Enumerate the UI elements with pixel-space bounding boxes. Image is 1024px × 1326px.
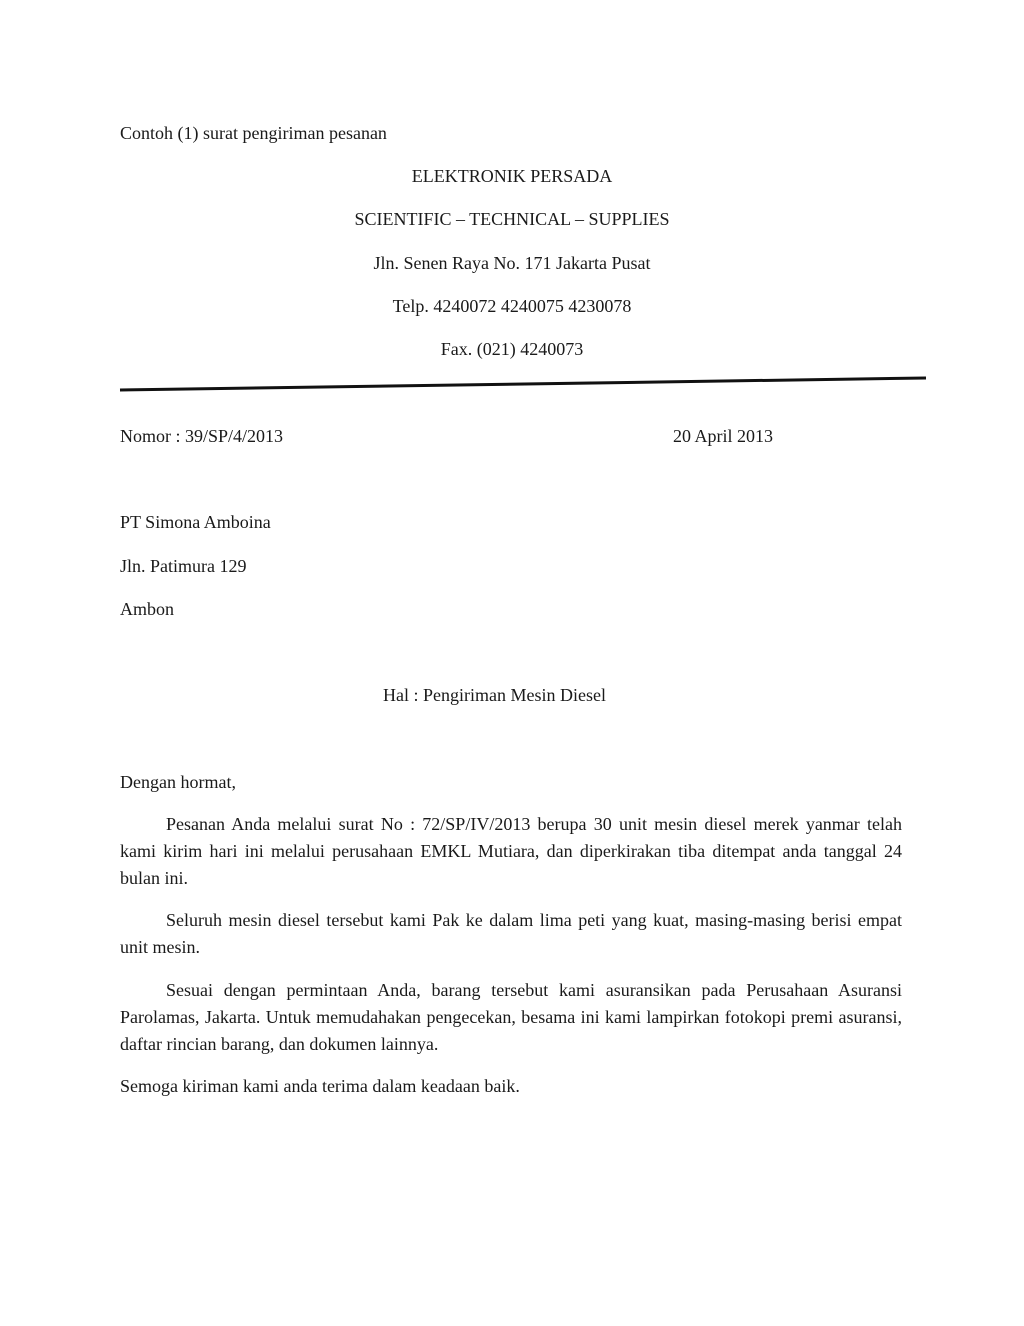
letterhead-company: ELEKTRONIK PERSADA [411, 166, 613, 186]
document-caption: Contoh (1) surat pengiriman pesanan [120, 123, 387, 143]
body-paragraph-2: Seluruh mesin diesel tersebut kami Pak ke dalam lima peti yang kuat, masing-masing berisi empat unit mesin. [120, 910, 902, 957]
body-paragraph-1: Pesanan Anda melalui surat No : 72/SP/IV/2013 berupa 30 unit mesin diesel merek yanmar telah kami kirim hari ini melalui perusahaan EMKL Mutiara, dan diperkirakan tiba ditempat anda tanggal 24 bulan ini. [120, 814, 902, 888]
recipient-street: Jln. Patimura 129 [120, 556, 247, 576]
salutation: Dengan hormat, [120, 772, 236, 792]
letter-date: 20 April 2013 [673, 426, 774, 446]
letterhead-fax: Fax. (021) 4240073 [440, 339, 584, 359]
body-paragraph-3: Sesuai dengan permintaan Anda, barang tersebut kami asuransikan pada Perusahaan Asuransi Parolamas, Jakarta. Untuk memudahakan pengecekan, besama ini kami lampirkan fotokopi premi asuransi, daftar rincian barang, dan dokumen lainnya. [120, 980, 902, 1054]
letterhead-phone: Telp. 4240072 4240075 4230078 [392, 296, 632, 316]
closing-paragraph: Semoga kiriman kami anda terima dalam keadaan baik. [120, 1076, 520, 1096]
letterhead-tagline: SCIENTIFIC – TECHNICAL – SUPPLIES [354, 209, 670, 229]
letterhead-address: Jln. Senen Raya No. 171 Jakarta Pusat [373, 253, 651, 273]
recipient-city: Ambon [120, 599, 174, 619]
reference-number: Nomor : 39/SP/4/2013 [120, 426, 284, 446]
recipient-name: PT Simona Amboina [120, 512, 271, 532]
subject-line: Hal : Pengiriman Mesin Diesel [383, 685, 606, 705]
letterhead-divider [0, 0, 1024, 400]
